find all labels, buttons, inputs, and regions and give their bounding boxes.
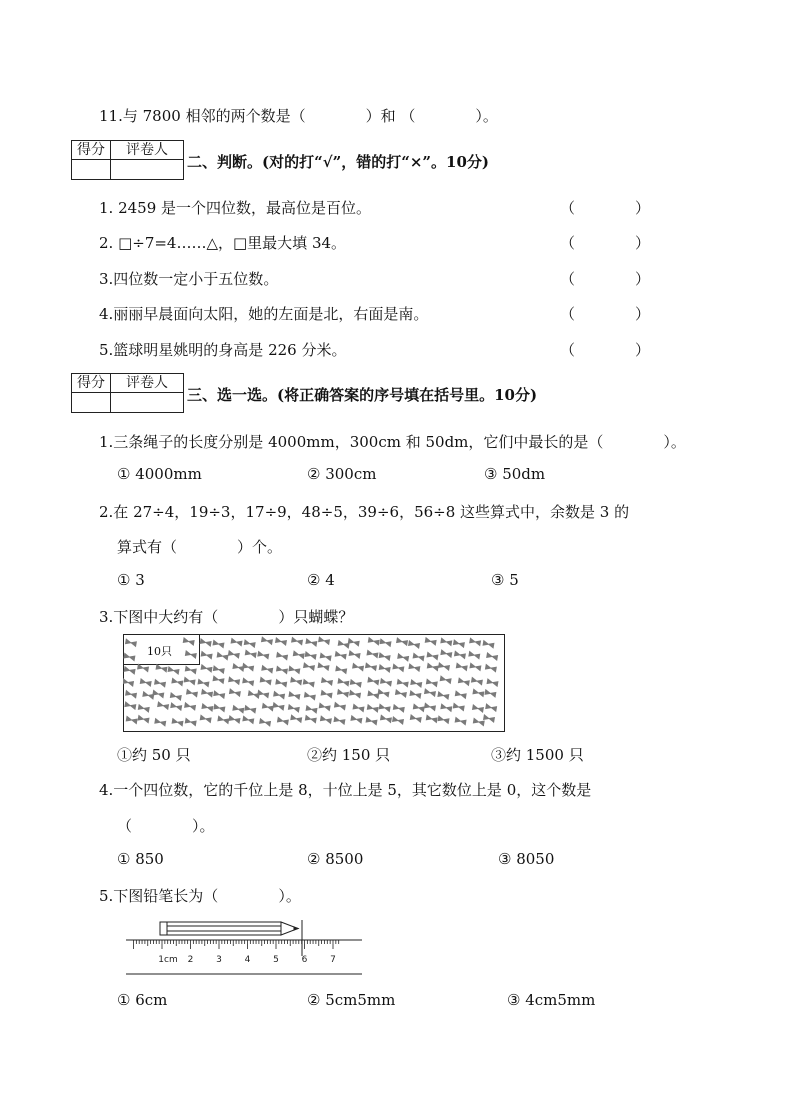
option-1: ① 6cm (117, 991, 168, 1009)
ruler-label: 2 (187, 955, 194, 965)
ruler-label: 1cm (158, 955, 178, 965)
option-3: ③ 4cm5mm (507, 991, 596, 1009)
score-label: 得分 (72, 374, 111, 392)
choice-question-4-cont: （ ）。 (117, 817, 215, 835)
option-2: ②约 150 只 (307, 746, 391, 764)
answer-paren: （ ） (560, 270, 651, 288)
choice-question-2-cont: 算式有（ ）个。 (117, 538, 283, 556)
option-1: ① 4000mm (117, 465, 202, 483)
judge-item-3: 3.四位数一定小于五位数。 (99, 270, 279, 288)
option-2: ② 4 (307, 571, 335, 589)
option-2: ② 8500 (307, 850, 364, 868)
score-box (71, 373, 184, 413)
answer-paren: （ ） (560, 305, 651, 323)
option-3: ③约 1500 只 (491, 746, 584, 764)
judge-item-5: 5.篮球明星姚明的身高是 226 分米。 (99, 341, 347, 359)
ruler-label: 6 (301, 955, 308, 965)
option-1: ① 850 (117, 850, 164, 868)
ruler-label: 5 (273, 955, 279, 965)
score-label: 得分 (72, 141, 111, 159)
question-11: 11.与 7800 相邻的两个数是（ ）和 （ ）。 (99, 107, 498, 125)
answer-paren: （ ） (560, 199, 651, 217)
pencil (160, 922, 298, 935)
option-3: ③ 5 (491, 571, 519, 589)
option-1: ①约 50 只 (117, 746, 191, 764)
option-1: ① 3 (117, 571, 145, 589)
answer-paren: （ ） (560, 234, 651, 252)
judge-item-2: 2. □÷7=4……△，□里最大填 34。 (99, 234, 347, 252)
option-2: ② 5cm5mm (307, 991, 396, 1009)
choice-question-2: 2.在 27÷4，19÷3，17÷9，48÷5，39÷6，56÷8 这些算式中，余数是 3 的 (99, 503, 630, 521)
ruler-label: 3 (216, 955, 222, 965)
option-3: ③ 8050 (498, 850, 555, 868)
score-box (71, 140, 184, 180)
butterfly-figure (123, 634, 505, 732)
answer-paren: （ ） (560, 341, 651, 359)
judge-item-1: 1. 2459 是一个四位数，最高位是百位。 (99, 199, 372, 217)
choice-question-1: 1.三条绳子的长度分别是 4000mm，300cm 和 50dm，它们中最长的是（ ）。 (99, 433, 686, 451)
pencil-ruler-figure (126, 916, 366, 978)
option-3: ③ 50dm (484, 465, 546, 483)
judge-item-4: 4.丽丽早晨面向太阳，她的左面是北，右面是南。 (99, 305, 429, 323)
section-3-title: 三、选一选。(将正确答案的序号填在括号里。10分) (187, 386, 538, 404)
grader-label: 评卷人 (126, 142, 168, 158)
ruler-label: 4 (244, 955, 251, 965)
grader-label: 评卷人 (126, 375, 168, 391)
figure-label: 10只 (147, 645, 172, 658)
option-2: ② 300cm (307, 465, 377, 483)
choice-question-3: 3.下图中大约有（ ）只蝴蝶？ (99, 608, 354, 626)
section-2-title: 二、判断。(对的打“√”，错的打“×”。10分) (187, 153, 490, 171)
choice-question-4: 4.一个四位数，它的千位上是 8，十位上是 5，其它数位上是 0，这个数是 (99, 781, 592, 799)
ruler-label: 7 (330, 955, 336, 965)
choice-question-5: 5.下图铅笔长为（ ）。 (99, 887, 301, 905)
